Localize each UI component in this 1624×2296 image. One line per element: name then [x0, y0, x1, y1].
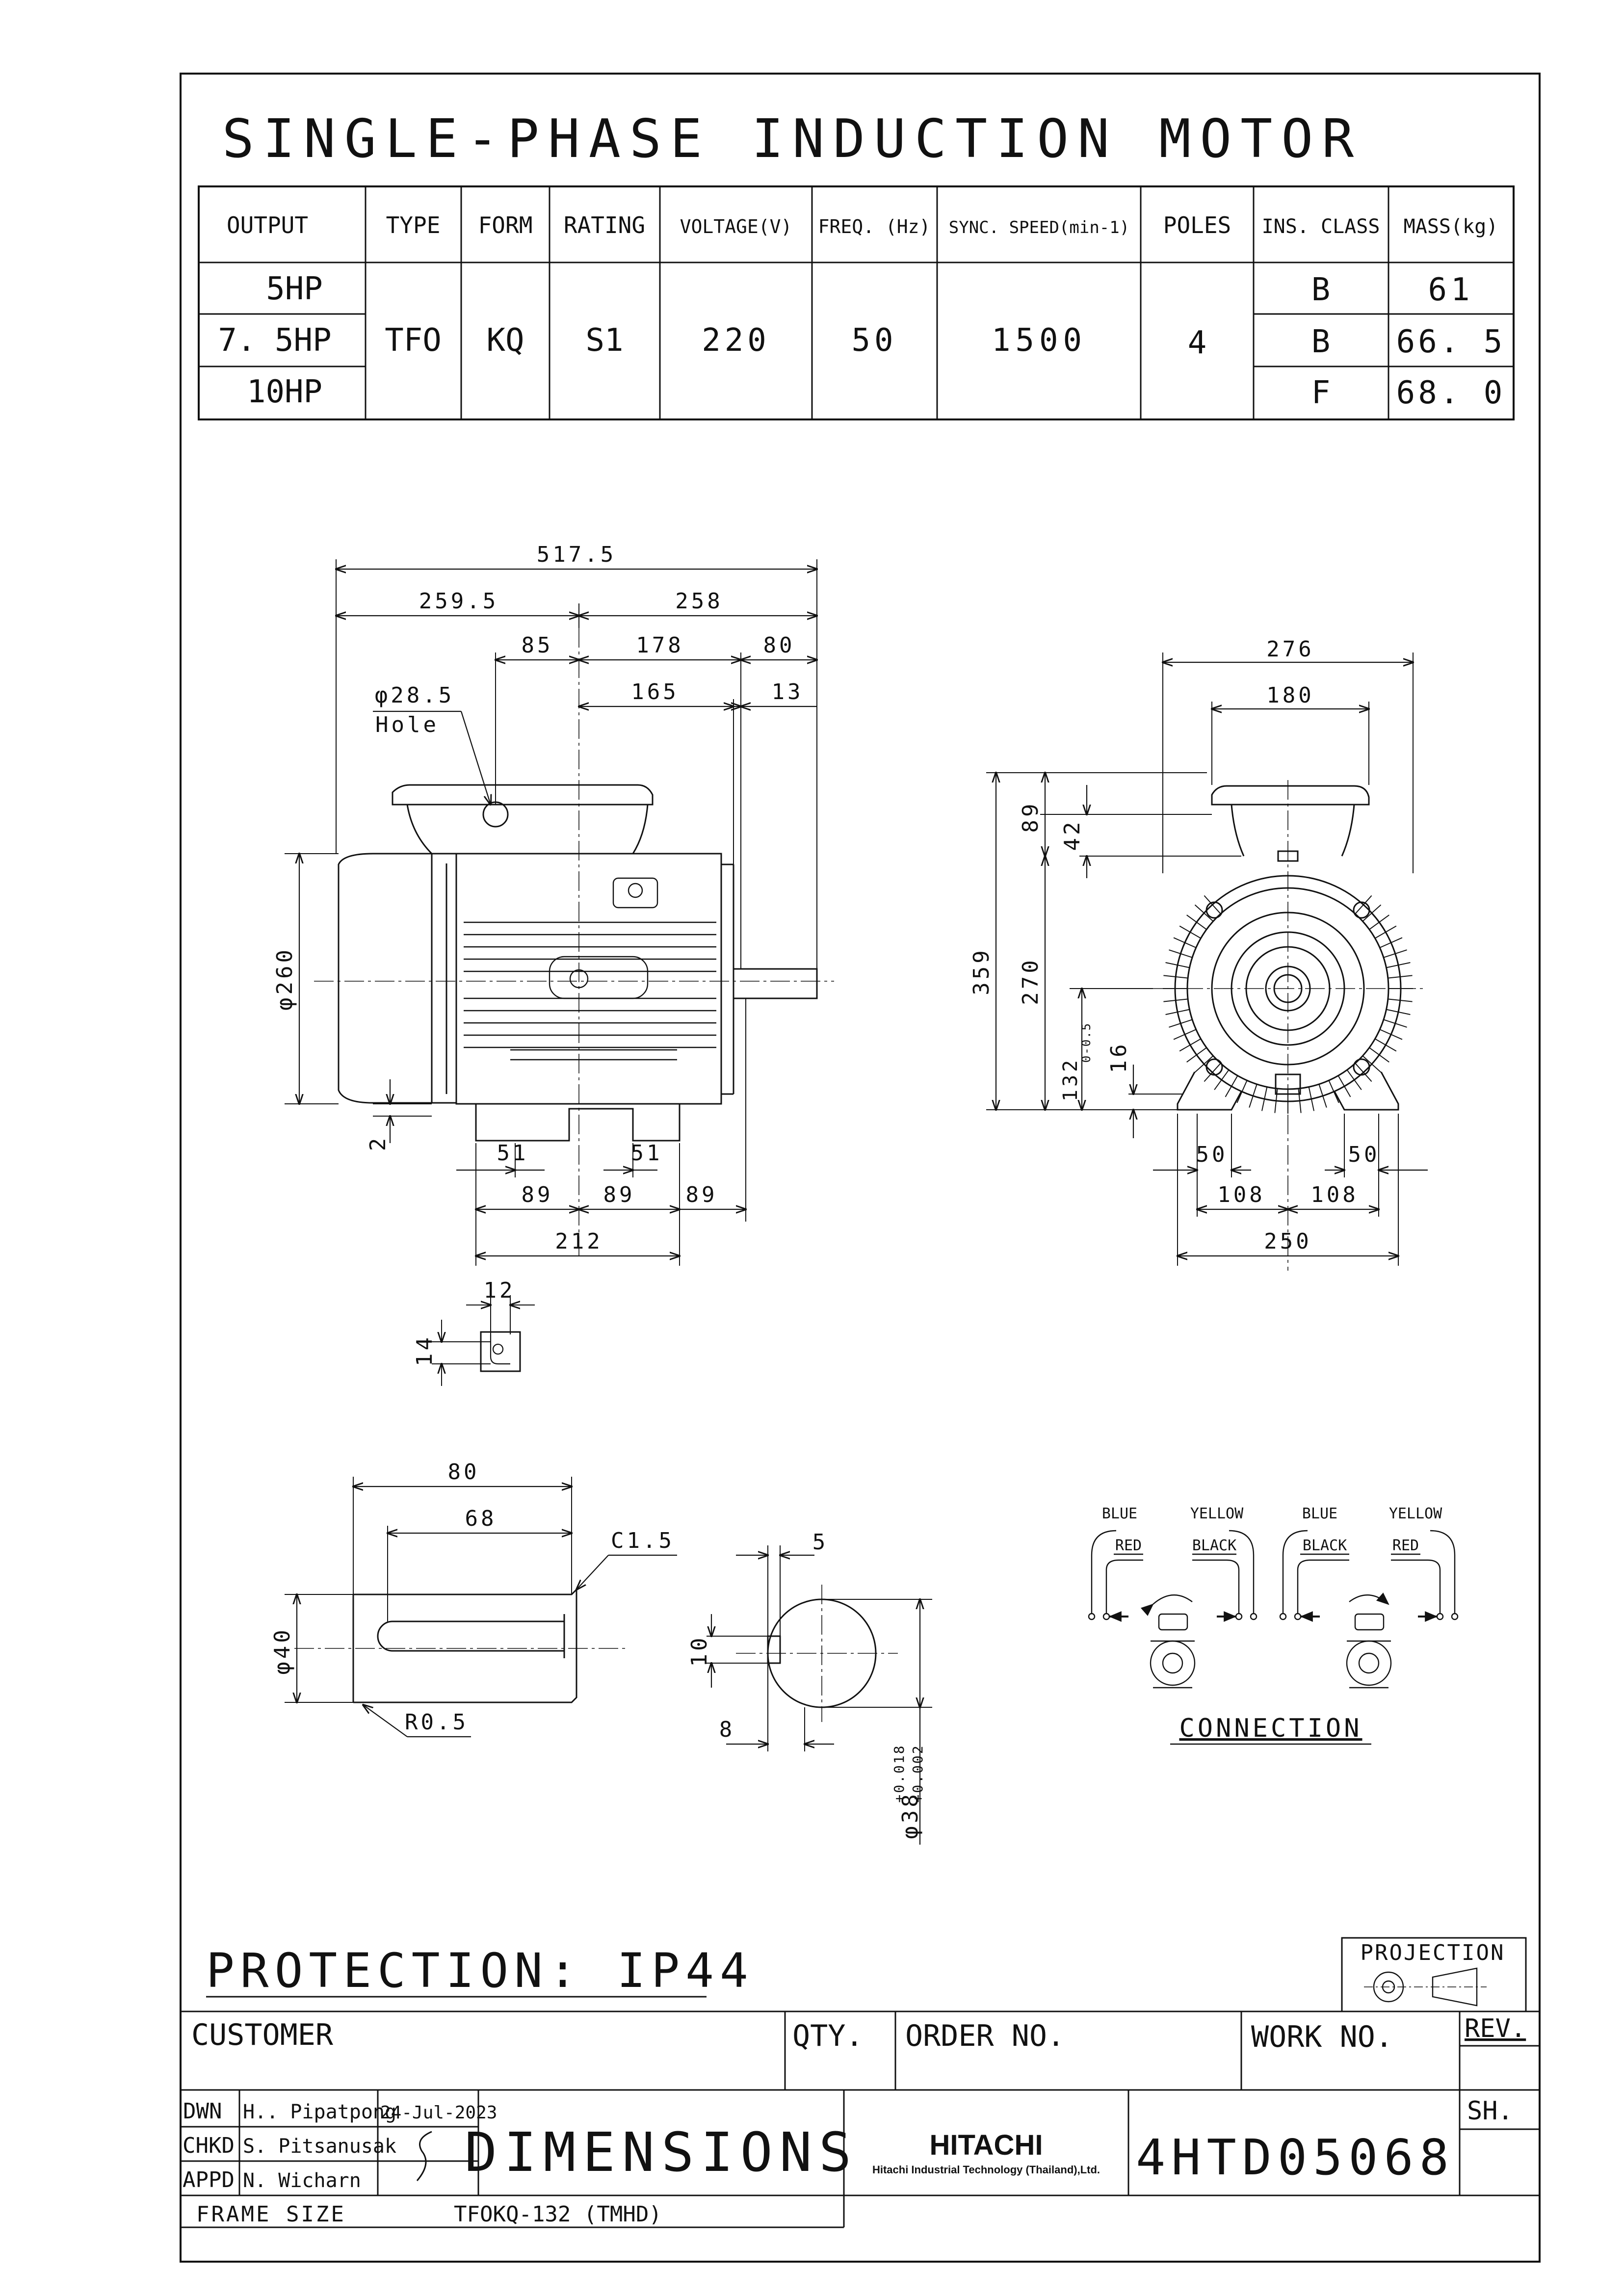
hdr-voltage: VOLTAGE(V) [680, 216, 792, 237]
cooling-fin [1369, 1047, 1389, 1062]
type-value: TFO [385, 322, 442, 359]
chkd-name: S. Pitsanusak [243, 2135, 397, 2158]
cooling-fin [1174, 938, 1196, 947]
hitachi-logo: HITACHI [929, 2129, 1043, 2161]
cooling-fin [1375, 926, 1396, 939]
appd-name: N. Wicharn [243, 2169, 361, 2192]
dim-r0-5: R0.5 [405, 1710, 469, 1735]
dim-359: 359 [969, 947, 994, 995]
dim-260: φ260 [272, 947, 297, 1011]
voltage-value: 220 [702, 322, 770, 359]
mass-3: 68. 0 [1396, 375, 1506, 411]
dwn-date: 24-Jul-2023 [380, 2103, 498, 2123]
cooling-fin [1369, 915, 1389, 929]
foot-slot-detail [412, 1278, 535, 1386]
cooling-fin [1179, 1039, 1201, 1051]
form-value: KQ [486, 322, 524, 359]
dim-50-a: 50 [1196, 1142, 1228, 1167]
dim-270: 270 [1018, 957, 1043, 1005]
conn-left-yellow: YELLOW [1190, 1505, 1244, 1522]
cooling-fin [1347, 1070, 1361, 1090]
projection-box [1342, 1938, 1526, 2011]
dim-42: 42 [1060, 819, 1085, 851]
dim-258: 258 [675, 589, 723, 614]
ins-class-2: B [1311, 324, 1331, 360]
dim-phi38-tol-upper: +0.018 [891, 1744, 907, 1803]
dim-shaft-5: 5 [812, 1530, 829, 1555]
hdr-freq: FREQ. (Hz) [818, 216, 931, 237]
drawing-title: DIMENSIONS [464, 2121, 859, 2184]
dim-shaft-8: 8 [719, 1717, 735, 1742]
dim-shaft-80: 80 [447, 1460, 480, 1485]
conn-right-red: RED [1392, 1537, 1419, 1554]
hdr-ins-class: INS. CLASS [1261, 215, 1380, 238]
dim-517-5: 517.5 [536, 542, 617, 567]
dim-276: 276 [1266, 637, 1314, 662]
cooling-fin [1375, 1039, 1396, 1051]
hdr-output: OUTPUT [226, 212, 309, 238]
checker-signature [417, 2132, 432, 2181]
dim-14: 14 [412, 1334, 437, 1366]
dim-2: 2 [366, 1135, 391, 1151]
rev-label: REV. [1465, 2014, 1526, 2043]
cooling-fin [1384, 950, 1407, 957]
conn-left-red: RED [1115, 1537, 1142, 1554]
conn-right-blue: BLUE [1302, 1505, 1338, 1522]
spec-table [199, 186, 1514, 419]
dim-shaft-68: 68 [465, 1506, 497, 1531]
drawing-number: 4HTD05068 [1136, 2129, 1455, 2186]
dim-phi38: φ38 [898, 1791, 923, 1839]
company-name: Hitachi Industrial Technology (Thailand),Ltd. [872, 2164, 1100, 2176]
dim-180: 180 [1266, 683, 1314, 708]
frame-size-label: FRAME SIZE [196, 2202, 346, 2227]
work-no-label: WORK NO. [1251, 2020, 1393, 2054]
protection-rating: PROTECTION: IP44 [206, 1943, 754, 1998]
hdr-sync-speed: SYNC. SPEED(min-1) [948, 218, 1130, 237]
dim-phi40: φ40 [270, 1627, 295, 1675]
dim-shaft-10: 10 [687, 1635, 712, 1667]
output-5hp: 5HP [266, 271, 323, 307]
cooling-fin [1329, 1080, 1338, 1103]
dim-212: 212 [555, 1229, 603, 1254]
dim-16: 16 [1106, 1041, 1131, 1073]
dim-250: 250 [1264, 1229, 1312, 1254]
ins-class-3: F [1311, 375, 1331, 411]
cooling-fin [1226, 1076, 1238, 1097]
dim-51-a: 51 [497, 1141, 529, 1166]
cooling-fin [1214, 1070, 1229, 1090]
hdr-type: TYPE [386, 212, 441, 238]
cooling-fin [1169, 950, 1192, 957]
dwn-name: H.. Pipatpong [243, 2101, 397, 2123]
ins-class-1: B [1311, 272, 1331, 308]
connection-label: CONNECTION [1179, 1714, 1362, 1743]
dim-c1-5: C1.5 [611, 1528, 675, 1553]
chkd-label: CHKD [183, 2133, 235, 2158]
frame-size-value: TFOKQ-132 (TMHD) [454, 2202, 662, 2227]
dim-51-b: 51 [630, 1141, 663, 1166]
conn-left-blue: BLUE [1101, 1505, 1138, 1522]
freq-value: 50 [851, 322, 897, 359]
output-10hp: 10HP [246, 374, 323, 410]
dim-89-end: 89 [1018, 801, 1043, 833]
end-view [969, 637, 1428, 1271]
dim-108-b: 108 [1310, 1182, 1359, 1207]
cooling-fin [1380, 938, 1402, 947]
cooling-fin [1237, 1080, 1247, 1103]
appd-label: APPD [183, 2167, 235, 2192]
cooling-fin [1179, 926, 1201, 939]
cooling-fin [1319, 1084, 1326, 1108]
conn-left-black: BLACK [1192, 1537, 1237, 1554]
customer-label: CUSTOMER [191, 2018, 333, 2052]
dim-89-c: 89 [685, 1182, 718, 1207]
dim-hole-dia: φ28.5 [374, 683, 455, 708]
dim-108-a: 108 [1217, 1182, 1265, 1207]
sh-label: SH. [1467, 2096, 1513, 2126]
dwn-label: DWN [183, 2099, 222, 2124]
rating-value: S1 [585, 322, 624, 359]
cooling-fin [1174, 1029, 1196, 1039]
cooling-fin [1380, 1029, 1402, 1039]
conn-right-black: BLACK [1302, 1537, 1347, 1554]
output-7-5hp: 7. 5HP [218, 322, 332, 359]
dim-hole-label: Hole [375, 712, 439, 737]
dim-12: 12 [483, 1278, 516, 1303]
dim-132-tol: 0-0.5 [1079, 1022, 1093, 1063]
mass-2: 66. 5 [1396, 324, 1506, 360]
dim-178: 178 [636, 633, 684, 658]
dim-259-5: 259.5 [419, 589, 499, 614]
dim-13: 13 [771, 679, 804, 704]
dim-89-b: 89 [603, 1182, 635, 1207]
sheet-border [181, 74, 1540, 2262]
poles-value: 4 [1187, 325, 1207, 361]
shaft-detail [270, 1460, 932, 1845]
hdr-poles: POLES [1163, 212, 1231, 238]
cooling-fin [1187, 1047, 1206, 1062]
sync-speed-value: 1500 [991, 322, 1087, 359]
dim-132: 132 [1059, 1057, 1082, 1102]
drawing-heading: SINGLE-PHASE INDUCTION MOTOR [222, 108, 1363, 170]
dim-80: 80 [763, 633, 795, 658]
qty-label: QTY. [792, 2019, 864, 2053]
cooling-fin [1338, 1076, 1351, 1097]
hdr-mass: MASS(kg) [1403, 215, 1498, 238]
cooling-fin [1384, 1019, 1407, 1027]
cooling-fin [1187, 915, 1206, 929]
cooling-fin [1249, 1084, 1257, 1108]
cooling-fin [1169, 1019, 1192, 1027]
projection-label: PROJECTION [1360, 1940, 1505, 1965]
dim-85: 85 [521, 633, 553, 658]
connection-diagram [1089, 1505, 1458, 1744]
side-view [272, 542, 834, 1266]
dim-89-a: 89 [521, 1182, 553, 1207]
order-no-label: ORDER NO. [905, 2019, 1065, 2053]
dim-50-b: 50 [1348, 1142, 1380, 1167]
hdr-form: FORM [478, 212, 533, 238]
dim-phi38-tol-lower: +0.002 [910, 1744, 926, 1803]
conn-right-yellow: YELLOW [1388, 1505, 1442, 1522]
hdr-rating: RATING [563, 212, 646, 238]
mass-1: 61 [1428, 272, 1474, 308]
dim-165: 165 [631, 679, 679, 704]
title-block [181, 2011, 1540, 2227]
